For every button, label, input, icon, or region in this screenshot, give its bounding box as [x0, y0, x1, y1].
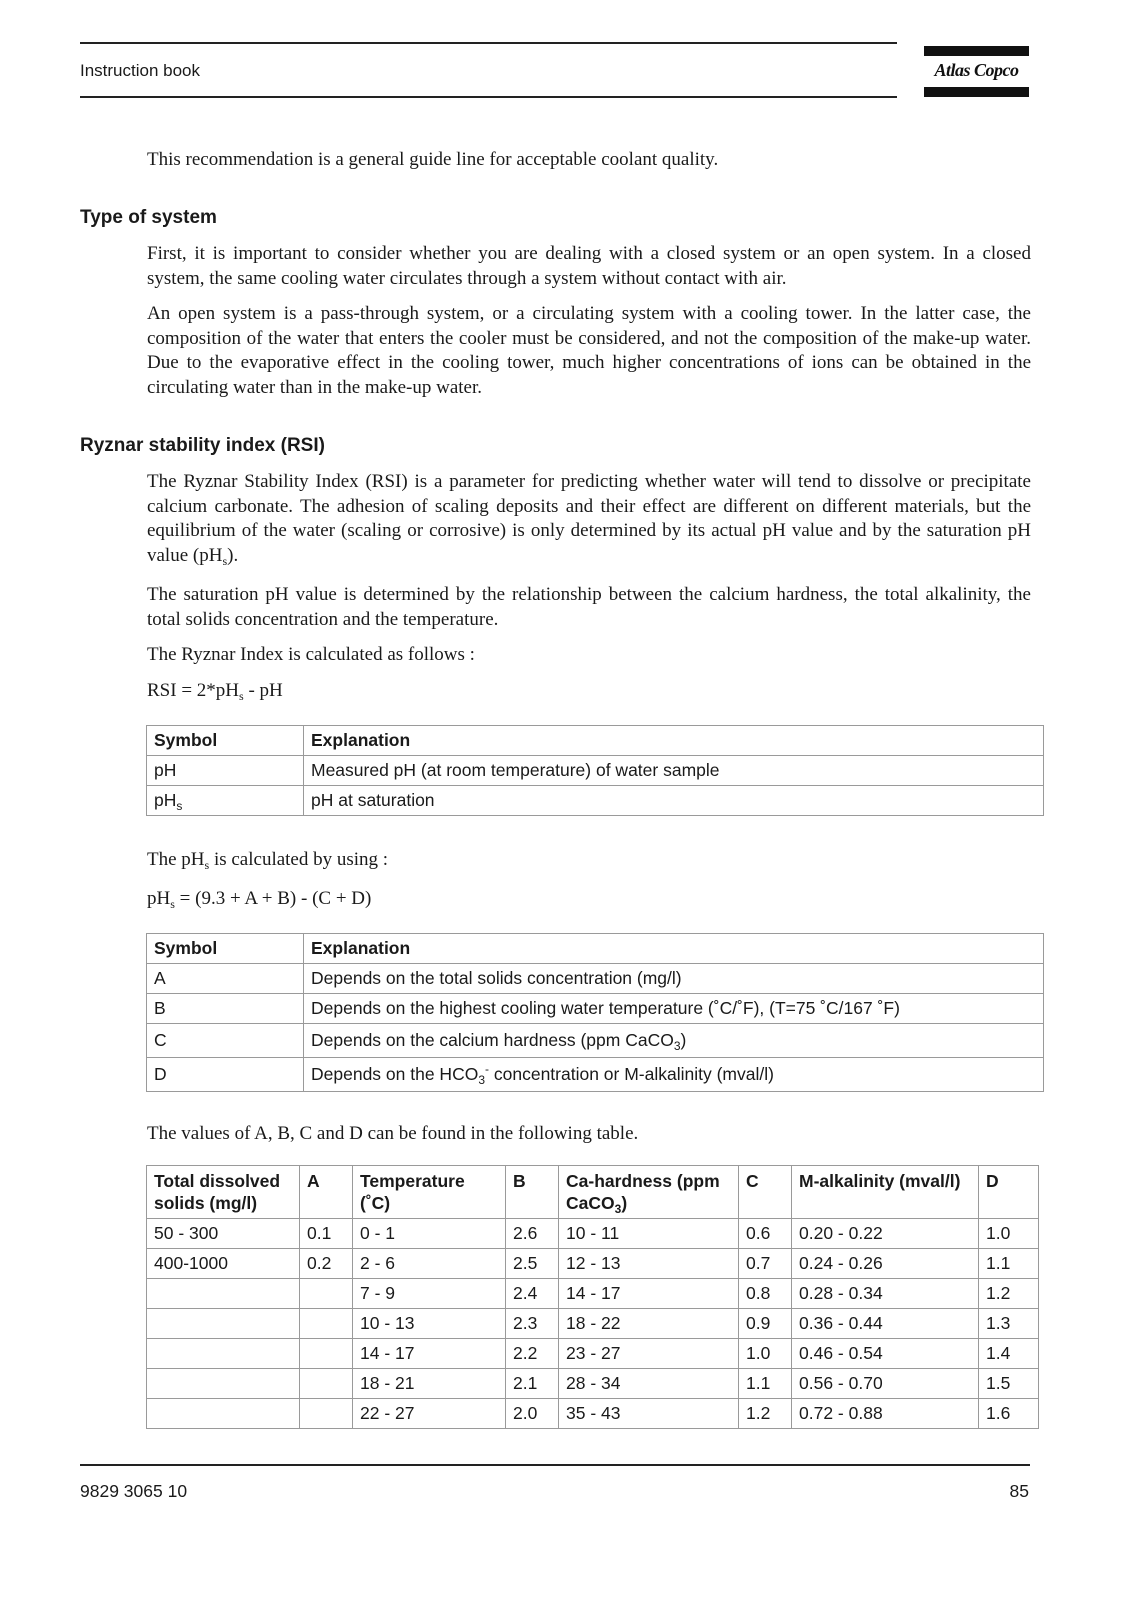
table-row: [147, 1279, 1039, 1309]
b-cell: 2.0: [506, 1399, 559, 1429]
paragraph-phs-calc: The $pH_s$ is calculated by using :: [147, 849, 389, 872]
temperature-cell: 18 - 21: [353, 1369, 506, 1399]
col-header-explanation: Explanation: [304, 934, 1044, 964]
document-number: 9829 3065 10: [80, 1481, 188, 1501]
c-cell: 1.2: [739, 1399, 792, 1429]
c-cell: 0.9: [739, 1309, 792, 1339]
table-row: [147, 994, 1044, 1024]
tds-cell: [147, 1399, 300, 1429]
symbol-cell: A: [147, 964, 304, 994]
d-cell: 1.3: [979, 1309, 1039, 1339]
col-header-symbol: Symbol: [147, 934, 304, 964]
table-row: [147, 1369, 1039, 1399]
c-cell: 0.7: [739, 1249, 792, 1279]
symbol-cell: D: [147, 1058, 304, 1092]
a-cell: 0.1: [300, 1219, 353, 1249]
temperature-cell: 2 - 6: [353, 1249, 506, 1279]
explanation-cell: pH at saturation: [304, 786, 1044, 816]
logo-wordmark: Atlas Copco: [934, 60, 1019, 80]
ca-hardness-cell: 10 - 11: [559, 1219, 739, 1249]
temperature-cell: 7 - 9: [353, 1279, 506, 1309]
intro-paragraph: This recommendation is a general guide line for acceptable coolant quality.: [147, 149, 719, 170]
temperature-cell: 14 - 17: [353, 1339, 506, 1369]
ca-hardness-cell: 35 - 43: [559, 1399, 739, 1429]
d-cell: 1.6: [979, 1399, 1039, 1429]
paragraph-saturation: The saturation pH value is determined by the relationship between the calcium hardness, the total alkalinity, the total solids concentration and the temperature.: [147, 584, 1031, 630]
table-header-row: [147, 726, 1044, 756]
a-cell: [300, 1309, 353, 1339]
d-cell: 1.5: [979, 1369, 1039, 1399]
symbol-cell: C: [147, 1024, 304, 1058]
a-cell: [300, 1339, 353, 1369]
symbol-table-phs: [146, 933, 1044, 1092]
paragraph-open-system: An open system is a pass-through system, or a circulating system with a cooling tower. In the latter case, the composition of the water that enters the cooler must be considered, and not the composition of the make-up water. Due to the evaporative effect in the cooling tower, much higher concentrations of ions can be obtained in the circulating water than in the make-up water.: [147, 303, 1031, 398]
d-cell: 1.4: [979, 1339, 1039, 1369]
tds-cell: [147, 1339, 300, 1369]
m-alkalinity-cell: 0.56 - 0.70: [792, 1369, 979, 1399]
ca-hardness-cell: 23 - 27: [559, 1339, 739, 1369]
temperature-cell: 10 - 13: [353, 1309, 506, 1339]
formula-rsi: RSI = $2*pH_s$ - pH: [147, 680, 283, 703]
explanation-cell: Measured pH (at room temperature) of water sample: [304, 756, 1044, 786]
col-header-tds: Total dissolved solids (mg/l): [147, 1166, 300, 1219]
symbol-cell: pH: [147, 756, 304, 786]
logo-bar-top: [924, 46, 1029, 56]
table-row: [147, 1024, 1044, 1058]
b-cell: 2.3: [506, 1309, 559, 1339]
tds-cell: [147, 1279, 300, 1309]
b-cell: 2.6: [506, 1219, 559, 1249]
a-cell: [300, 1369, 353, 1399]
col-header-symbol: Symbol: [147, 726, 304, 756]
symbol-table-rsi: [146, 725, 1044, 816]
tds-cell: 400-1000: [147, 1249, 300, 1279]
temperature-cell: 0 - 1: [353, 1219, 506, 1249]
table-row: [147, 964, 1044, 994]
temperature-cell: 22 - 27: [353, 1399, 506, 1429]
table-row: [147, 1339, 1039, 1369]
explanation-cell: Depends on the total solids concentration (mg/l): [304, 964, 1044, 994]
table-header-row: [147, 934, 1044, 964]
explanation-cell: Depends on the highest cooling water temperature (˚C/˚F), (T=75 ˚C/167 ˚F): [304, 994, 1044, 1024]
col-header-d: D: [979, 1166, 1039, 1219]
b-cell: 2.5: [506, 1249, 559, 1279]
col-header-a: A: [300, 1166, 353, 1219]
c-cell: 1.1: [739, 1369, 792, 1399]
logo-bar-bottom: [924, 87, 1029, 97]
a-cell: 0.2: [300, 1249, 353, 1279]
explanation-cell: Depends on the $HCO_3^-$ concentration or M-alkalinity (mval/l): [304, 1058, 1044, 1092]
col-header-temperature: Temperature (˚C): [353, 1166, 506, 1219]
m-alkalinity-cell: 0.28 - 0.34: [792, 1279, 979, 1309]
table-header-row: [147, 1166, 1039, 1219]
col-header-ca-hardness: Ca-hardness (ppm CaCO$_3$): [559, 1166, 739, 1219]
d-cell: 1.1: [979, 1249, 1039, 1279]
paragraph-rsi-intro: The Ryznar Stability Index (RSI) is a parameter for predicting whether water will tend to dissolve or precipitate calcium carbonate. The adhesion of scaling deposits and their effect are different on different materials, but the equilibrium of the water (scaling or corrosive) is only determined by its actual pH value and by the saturation pH value $(pH_s)$.: [147, 471, 1031, 568]
heading-type-of-system: Type of system: [80, 207, 217, 228]
m-alkalinity-cell: 0.24 - 0.26: [792, 1249, 979, 1279]
b-cell: 2.4: [506, 1279, 559, 1309]
a-cell: [300, 1399, 353, 1429]
table-row: [147, 756, 1044, 786]
m-alkalinity-cell: 0.72 - 0.88: [792, 1399, 979, 1429]
c-cell: 0.8: [739, 1279, 792, 1309]
table-row: [147, 1309, 1039, 1339]
tds-cell: [147, 1369, 300, 1399]
a-cell: [300, 1279, 353, 1309]
header-rule-top: [80, 42, 897, 44]
explanation-cell: Depends on the calcium hardness (ppm CaCO$_3$): [304, 1024, 1044, 1058]
table-row: [147, 1058, 1044, 1092]
table-row: [147, 1249, 1039, 1279]
ca-hardness-cell: 14 - 17: [559, 1279, 739, 1309]
col-header-explanation: Explanation: [304, 726, 1044, 756]
m-alkalinity-cell: 0.20 - 0.22: [792, 1219, 979, 1249]
table-row: [147, 1219, 1039, 1249]
c-cell: 1.0: [739, 1339, 792, 1369]
m-alkalinity-cell: 0.36 - 0.44: [792, 1309, 979, 1339]
m-alkalinity-cell: 0.46 - 0.54: [792, 1339, 979, 1369]
page-number: 85: [1009, 1481, 1029, 1501]
table-row: [147, 1399, 1039, 1429]
tds-cell: [147, 1309, 300, 1339]
paragraph-ryznar-calc: The Ryznar Index is calculated as follows :: [147, 644, 475, 665]
ca-hardness-cell: 12 - 13: [559, 1249, 739, 1279]
table-row: [147, 786, 1044, 816]
symbol-cell: B: [147, 994, 304, 1024]
tds-cell: 50 - 300: [147, 1219, 300, 1249]
c-cell: 0.6: [739, 1219, 792, 1249]
b-cell: 2.1: [506, 1369, 559, 1399]
formula-phs: $pH_s = (9.3 + A + B) - (C + D)$: [147, 888, 372, 911]
ca-hardness-cell: 28 - 34: [559, 1369, 739, 1399]
ca-hardness-cell: 18 - 22: [559, 1309, 739, 1339]
paragraph-closed-system: First, it is important to consider whether you are dealing with a closed system or an open system. In a closed system, the same cooling water circulates through a system without contact with air.: [147, 243, 1031, 289]
footer-rule: [80, 1464, 1030, 1466]
col-header-m-alkalinity: M-alkalinity (mval/l): [792, 1166, 979, 1219]
paragraph-values-intro: The values of A, B, C and D can be found in the following table.: [147, 1123, 639, 1144]
header-rule-bottom: [80, 96, 897, 98]
d-cell: 1.0: [979, 1219, 1039, 1249]
b-cell: 2.2: [506, 1339, 559, 1369]
d-cell: 1.2: [979, 1279, 1039, 1309]
atlas-copco-logo: [924, 46, 1029, 98]
col-header-b: B: [506, 1166, 559, 1219]
values-table: [146, 1165, 1039, 1429]
col-header-c: C: [739, 1166, 792, 1219]
header-title: Instruction book: [80, 61, 201, 80]
symbol-cell: $pH_s$: [147, 786, 304, 816]
heading-ryznar: Ryznar stability index (RSI): [80, 435, 325, 456]
